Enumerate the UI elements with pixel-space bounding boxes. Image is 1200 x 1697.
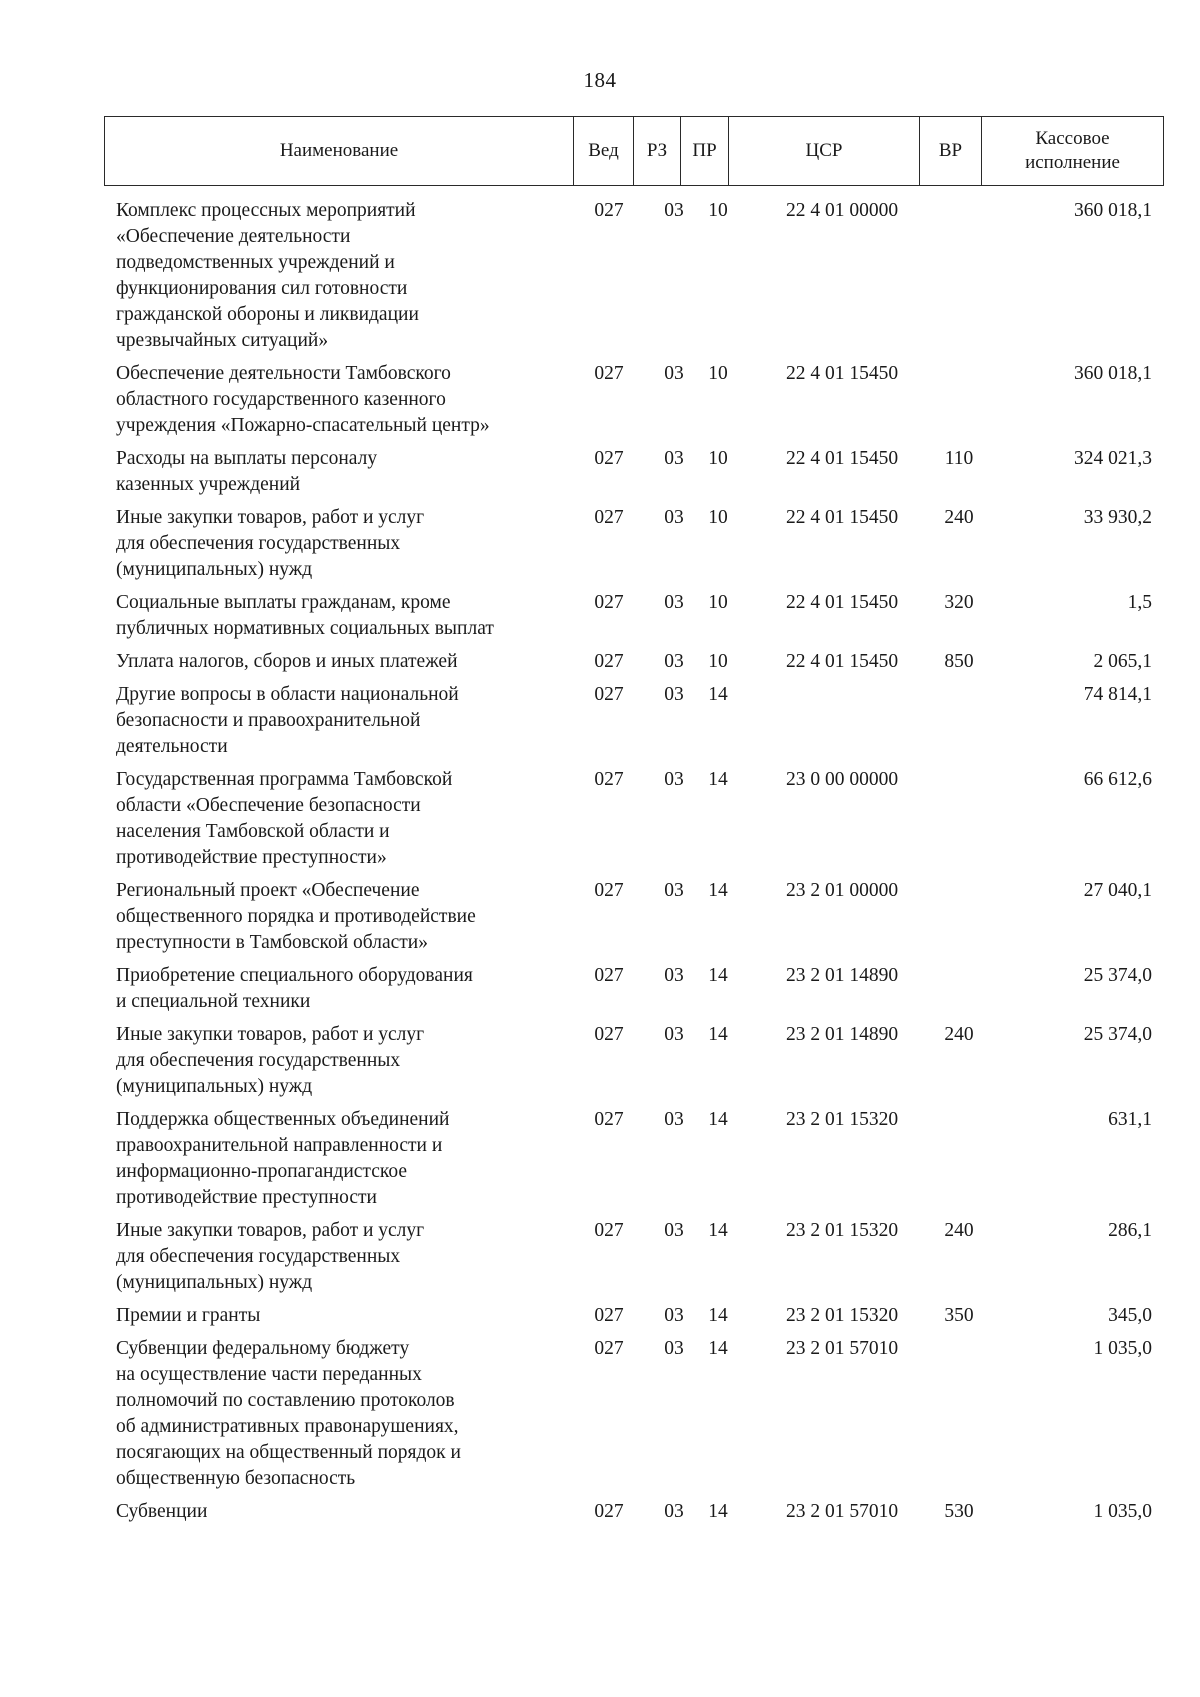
row-name [116, 590, 561, 642]
table-row [104, 682, 1164, 767]
header-sum-line1: Кассовое [1035, 128, 1110, 149]
row-pr: 10 [708, 200, 728, 221]
row-sum: 66 612,6 [1083, 769, 1152, 790]
header-sum-line2: исполнение [1025, 152, 1120, 173]
row-name-line: полномочий по составлению протоколов [116, 1390, 455, 1411]
row-vr: 350 [944, 1305, 974, 1326]
row-csr: 22 4 01 15450 [785, 448, 899, 469]
row-pr: 10 [708, 507, 728, 528]
row-name-line: преступности в Тамбовской области» [116, 932, 428, 953]
row-name-line: для обеспечения государственных [116, 1246, 401, 1267]
row-name-line: Социальные выплаты гражданам, кроме [116, 592, 451, 613]
row-csr: 22 4 01 15450 [785, 651, 899, 672]
row-name-line: Расходы на выплаты персоналу [116, 448, 378, 469]
row-ved: 027 [594, 448, 624, 469]
row-name-line: Государственная программа Тамбовской [116, 769, 453, 790]
row-name-line: (муниципальных) нужд [116, 1272, 313, 1293]
header-csr: ЦСР [728, 117, 919, 185]
row-csr: 23 2 01 15320 [785, 1305, 899, 1326]
row-ved: 027 [594, 1305, 624, 1326]
row-name [116, 505, 561, 583]
row-rz: 03 [664, 363, 684, 384]
row-name [116, 682, 561, 760]
row-ved: 027 [594, 1501, 624, 1522]
row-sum: 360 018,1 [1074, 200, 1152, 221]
row-name [116, 1499, 561, 1525]
row-pr: 14 [708, 1338, 728, 1359]
row-name-line: правоохранительной направленности и [116, 1135, 443, 1156]
row-rz: 03 [664, 769, 684, 790]
row-pr: 14 [708, 880, 728, 901]
row-pr: 14 [708, 769, 728, 790]
row-csr: 23 2 01 57010 [785, 1501, 899, 1522]
row-name-line: области «Обеспечение безопасности [116, 795, 421, 816]
row-sum: 1,5 [1127, 592, 1152, 613]
row-name-line: «Обеспечение деятельности [116, 226, 351, 247]
row-rz: 03 [664, 448, 684, 469]
row-ved: 027 [594, 1338, 624, 1359]
row-name-line: публичных нормативных социальных выплат [116, 618, 494, 639]
row-name-line: (муниципальных) нужд [116, 1076, 313, 1097]
table-body [104, 198, 1164, 1532]
table-row [104, 878, 1164, 963]
row-name-line: Другие вопросы в области национальной [116, 684, 459, 705]
header-pr: ПР [680, 117, 728, 185]
table-row [104, 649, 1164, 682]
row-pr: 10 [708, 363, 728, 384]
row-name [116, 878, 561, 956]
row-name-line: Субвенции [116, 1501, 208, 1522]
row-rz: 03 [664, 1109, 684, 1130]
row-sum: 25 374,0 [1083, 1024, 1152, 1045]
row-sum: 33 930,2 [1083, 507, 1152, 528]
row-name-line: Иные закупки товаров, работ и услуг [116, 1024, 425, 1045]
row-sum: 360 018,1 [1074, 363, 1152, 384]
row-name [116, 1218, 561, 1296]
row-sum: 1 035,0 [1093, 1501, 1152, 1522]
row-rz: 03 [664, 1305, 684, 1326]
row-ved: 027 [594, 769, 624, 790]
row-rz: 03 [664, 965, 684, 986]
row-name [116, 963, 561, 1015]
row-rz: 03 [664, 880, 684, 901]
row-ved: 027 [594, 1024, 624, 1045]
row-vr: 110 [944, 448, 974, 469]
row-csr: 23 2 01 15320 [785, 1109, 899, 1130]
table-row [104, 505, 1164, 590]
row-rz: 03 [664, 1024, 684, 1045]
row-csr: 22 4 01 00000 [785, 200, 899, 221]
row-name-line: информационно-пропагандистское [116, 1161, 407, 1182]
table-row [104, 1022, 1164, 1107]
row-name-line: подведомственных учреждений и [116, 252, 395, 273]
row-pr: 14 [708, 1305, 728, 1326]
row-vr: 850 [944, 651, 974, 672]
row-name-line: Уплата налогов, сборов и иных платежей [116, 651, 458, 672]
row-name [116, 649, 561, 675]
row-name-line: Приобретение специального оборудования [116, 965, 473, 986]
row-ved: 027 [594, 880, 624, 901]
row-pr: 14 [708, 1109, 728, 1130]
row-pr: 14 [708, 965, 728, 986]
row-csr: 23 2 01 15320 [785, 1220, 899, 1241]
row-ved: 027 [594, 651, 624, 672]
row-ved: 027 [594, 592, 624, 613]
row-name-line: Комплекс процессных мероприятий [116, 200, 416, 221]
row-rz: 03 [664, 592, 684, 613]
row-sum: 631,1 [1108, 1109, 1152, 1130]
page-number: 184 [583, 68, 617, 92]
row-ved: 027 [594, 684, 624, 705]
row-sum: 2 065,1 [1093, 651, 1152, 672]
table-row [104, 963, 1164, 1022]
row-name-line: Поддержка общественных объединений [116, 1109, 450, 1130]
row-name-line: для обеспечения государственных [116, 1050, 401, 1071]
table-row [104, 361, 1164, 446]
table-row [104, 1303, 1164, 1336]
row-name [116, 1303, 561, 1329]
row-name-line: населения Тамбовской области и [116, 821, 390, 842]
row-rz: 03 [664, 1338, 684, 1359]
row-name-line: противодействие преступности [116, 1187, 377, 1208]
row-ved: 027 [594, 507, 624, 528]
row-name-line: функционирования сил готовности [116, 278, 408, 299]
row-pr: 14 [708, 684, 728, 705]
row-sum: 27 040,1 [1083, 880, 1152, 901]
row-vr: 240 [944, 1220, 974, 1241]
table-row [104, 1499, 1164, 1532]
row-pr: 14 [708, 1501, 728, 1522]
row-csr: 22 4 01 15450 [785, 507, 899, 528]
row-pr: 14 [708, 1024, 728, 1045]
row-rz: 03 [664, 507, 684, 528]
row-pr: 14 [708, 1220, 728, 1241]
row-rz: 03 [664, 1220, 684, 1241]
header-sum [981, 117, 1163, 185]
row-name [116, 767, 561, 871]
row-name-line: Региональный проект «Обеспечение [116, 880, 420, 901]
row-vr: 530 [944, 1501, 974, 1522]
row-name-line: и специальной техники [116, 991, 311, 1012]
row-rz: 03 [664, 684, 684, 705]
row-pr: 10 [708, 448, 728, 469]
row-sum: 74 814,1 [1083, 684, 1152, 705]
row-csr: 23 2 01 00000 [785, 880, 899, 901]
row-name-line: Субвенции федеральному бюджету [116, 1338, 410, 1359]
header-rz: РЗ [633, 117, 680, 185]
header-name: Наименование [279, 140, 399, 161]
row-sum: 286,1 [1108, 1220, 1152, 1241]
row-ved: 027 [594, 363, 624, 384]
row-name-line: противодействие преступности» [116, 847, 387, 868]
row-csr: 22 4 01 15450 [785, 592, 899, 613]
row-sum: 25 374,0 [1083, 965, 1152, 986]
row-name-line: посягающих на общественный порядок и [116, 1442, 461, 1463]
row-name-line: Обеспечение деятельности Тамбовского [116, 363, 451, 384]
row-name [116, 361, 561, 439]
table-row [104, 590, 1164, 649]
row-pr: 10 [708, 592, 728, 613]
row-rz: 03 [664, 1501, 684, 1522]
row-name [116, 446, 561, 498]
row-name-line: для обеспечения государственных [116, 533, 401, 554]
row-ved: 027 [594, 965, 624, 986]
table-row [104, 446, 1164, 505]
row-name-line: безопасности и правоохранительной [116, 710, 421, 731]
row-vr: 320 [944, 592, 974, 613]
row-csr: 22 4 01 15450 [785, 363, 899, 384]
row-ved: 027 [594, 200, 624, 221]
row-name-line: казенных учреждений [116, 474, 301, 495]
table-row [104, 1107, 1164, 1218]
row-sum: 1 035,0 [1093, 1338, 1152, 1359]
row-name-line: деятельности [116, 736, 228, 757]
table-header [104, 116, 1164, 186]
row-name-line: гражданской обороны и ликвидации [116, 304, 419, 325]
header-ved: Вед [573, 117, 633, 185]
table-row [104, 198, 1164, 361]
row-name-line: Премии и гранты [116, 1305, 261, 1326]
row-name-line: областного государственного казенного [116, 389, 446, 410]
row-name [116, 1022, 561, 1100]
row-name [116, 1107, 561, 1211]
row-csr: 23 2 01 57010 [785, 1338, 899, 1359]
row-sum: 345,0 [1108, 1305, 1152, 1326]
row-vr: 240 [944, 1024, 974, 1045]
row-name-line: об административных правонарушениях, [116, 1416, 459, 1437]
row-name-line: чрезвычайных ситуаций» [116, 330, 329, 351]
row-name-line: общественную безопасность [116, 1468, 356, 1489]
row-csr: 23 0 00 00000 [785, 769, 899, 790]
table-row [104, 767, 1164, 878]
row-name-line: Иные закупки товаров, работ и услуг [116, 1220, 425, 1241]
row-name-line: учреждения «Пожарно-спасательный центр» [116, 415, 490, 436]
table-row [104, 1336, 1164, 1499]
row-rz: 03 [664, 200, 684, 221]
table-row [104, 1218, 1164, 1303]
row-ved: 027 [594, 1109, 624, 1130]
row-pr: 10 [708, 651, 728, 672]
row-ved: 027 [594, 1220, 624, 1241]
row-sum: 324 021,3 [1074, 448, 1152, 469]
row-vr: 240 [944, 507, 974, 528]
row-name-line: Иные закупки товаров, работ и услуг [116, 507, 425, 528]
header-vr: ВР [919, 117, 981, 185]
row-csr: 23 2 01 14890 [785, 965, 899, 986]
row-rz: 03 [664, 651, 684, 672]
row-csr: 23 2 01 14890 [785, 1024, 899, 1045]
row-name-line: общественного порядка и противодействие [116, 906, 476, 927]
row-name [116, 1336, 561, 1492]
row-name-line: на осуществление части переданных [116, 1364, 422, 1385]
row-name [116, 198, 561, 354]
row-name-line: (муниципальных) нужд [116, 559, 313, 580]
